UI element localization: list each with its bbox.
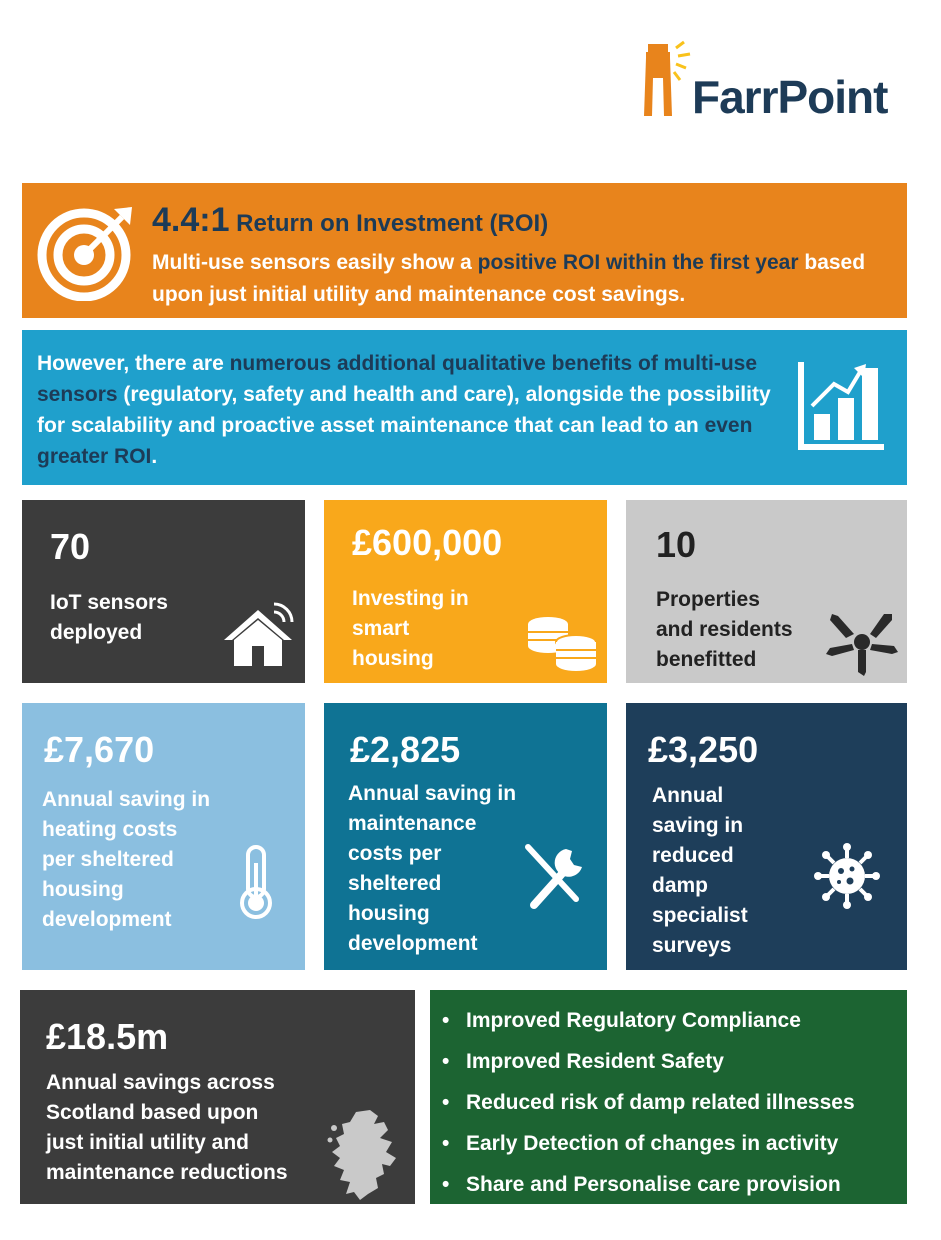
benefits-highlight: numerous additional qualitative benefits of multi-use sensors [37,352,757,406]
roi-panel [22,183,907,318]
list-item-text: Improved Regulatory Compliance [466,1009,801,1032]
benefits-part: (regulatory, safety and health and care), alongside the possibility for scalability and proactive asset maintenance that can lead to an [37,383,771,437]
tile-value: £600,000 [352,522,503,563]
scotland-map-icon [326,1108,406,1202]
list-item-text: Share and Personalise care provision [466,1173,841,1196]
tile-heating-saving [22,703,305,970]
roi-description [152,247,892,311]
tile-label-line: heating costs [42,818,178,841]
list-item: • Reduced risk of damp related illnesses [442,1091,855,1114]
tile-value: £2,825 [350,729,461,770]
list-item-text: Improved Resident Safety [466,1050,724,1073]
tile-maintenance-saving [324,703,607,970]
tile-label-line: smart [352,617,410,640]
benefits-part: . [151,445,158,468]
tile-label [46,1068,288,1188]
virus-icon [814,843,880,909]
benefits-list-panel [430,990,907,1204]
roi-desc-part: based upon just initial utility and maintenance cost savings. [152,251,866,306]
growth-chart-icon [794,358,888,454]
list-item: • Share and Personalise care provision [442,1173,841,1196]
tile-investment [324,500,607,683]
tile-label-line: and residents [656,618,793,641]
tile-label-line: housing [42,878,124,901]
tile-label-line: IoT sensors [50,591,168,614]
tile-label [352,584,469,674]
tile-properties [626,500,907,683]
thermometer-icon [236,843,276,921]
tile-label-line: per sheltered [42,848,174,871]
tile-value: 10 [656,524,697,565]
tile-value: £7,670 [44,729,155,770]
tile-label-line: Annual saving in [42,788,211,811]
tile-label-line: just initial utility and [46,1131,250,1154]
hands-icon [824,606,900,678]
benefits-list [442,1000,855,1204]
tile-label-line: Annual savings across [46,1071,275,1094]
tile-scotland-saving [20,990,415,1204]
farrpoint-logo [640,38,915,128]
tile-label-line: deployed [50,621,143,644]
list-item: • Improved Resident Safety [442,1050,724,1073]
tile-label-line: sheltered [348,872,442,895]
roi-desc-part: Multi-use sensors easily show a [152,251,478,274]
tile-label-line: maintenance [348,812,477,835]
tile-value: £18.5m [46,1016,169,1057]
tile-label-line: Annual saving in [348,782,517,805]
tile-label-line: maintenance reductions [46,1161,288,1184]
tile-damp-saving [626,703,907,970]
tile-label-line: housing [352,647,434,670]
tile-sensors [22,500,305,683]
tools-icon [520,839,592,911]
tile-label-line: Properties [656,588,760,611]
roi-heading [152,201,548,240]
logo-wordmark: FarrPoint [692,71,888,123]
tile-label [348,779,516,959]
tile-label [42,785,210,935]
tile-label-line: Investing in [352,587,469,610]
tile-label-line: Annual [652,784,724,807]
tile-label-line: costs per [348,842,442,865]
lighthouse-icon [640,38,700,123]
list-item: • Improved Regulatory Compliance [442,1009,801,1032]
benefits-panel [22,330,907,485]
tile-label [652,781,748,961]
list-item: • Early Detection of changes in activity [442,1132,839,1155]
list-item-text: Early Detection of changes in activity [466,1132,839,1155]
benefits-highlight: even greater ROI [37,414,753,468]
tile-label-line: specialist [652,904,748,927]
roi-desc-highlight: positive ROI within the first year [477,251,799,274]
benefits-text [37,348,787,472]
tile-label [656,585,793,675]
smart-home-icon [222,600,298,670]
tile-label-line: development [348,932,478,955]
benefits-part: However, there are [37,352,230,375]
tile-label [50,588,168,648]
tile-label-line: damp [652,874,709,897]
tile-value: 70 [50,526,91,567]
tile-label-line: reduced [652,844,734,867]
target-icon [36,201,136,301]
tile-label-line: development [42,908,172,931]
coins-icon [524,612,602,674]
tile-value: £3,250 [648,729,759,770]
roi-ratio: 4.4:1 [152,201,230,239]
roi-title: Return on Investment (ROI) [236,210,549,237]
tile-label-line: Scotland based upon [46,1101,259,1124]
tile-label-line: benefitted [656,648,757,671]
list-item-text: Reduced risk of damp related illnesses [466,1091,855,1114]
tile-label-line: housing [348,902,430,925]
tile-label-line: surveys [652,934,732,957]
tile-label-line: saving in [652,814,744,837]
